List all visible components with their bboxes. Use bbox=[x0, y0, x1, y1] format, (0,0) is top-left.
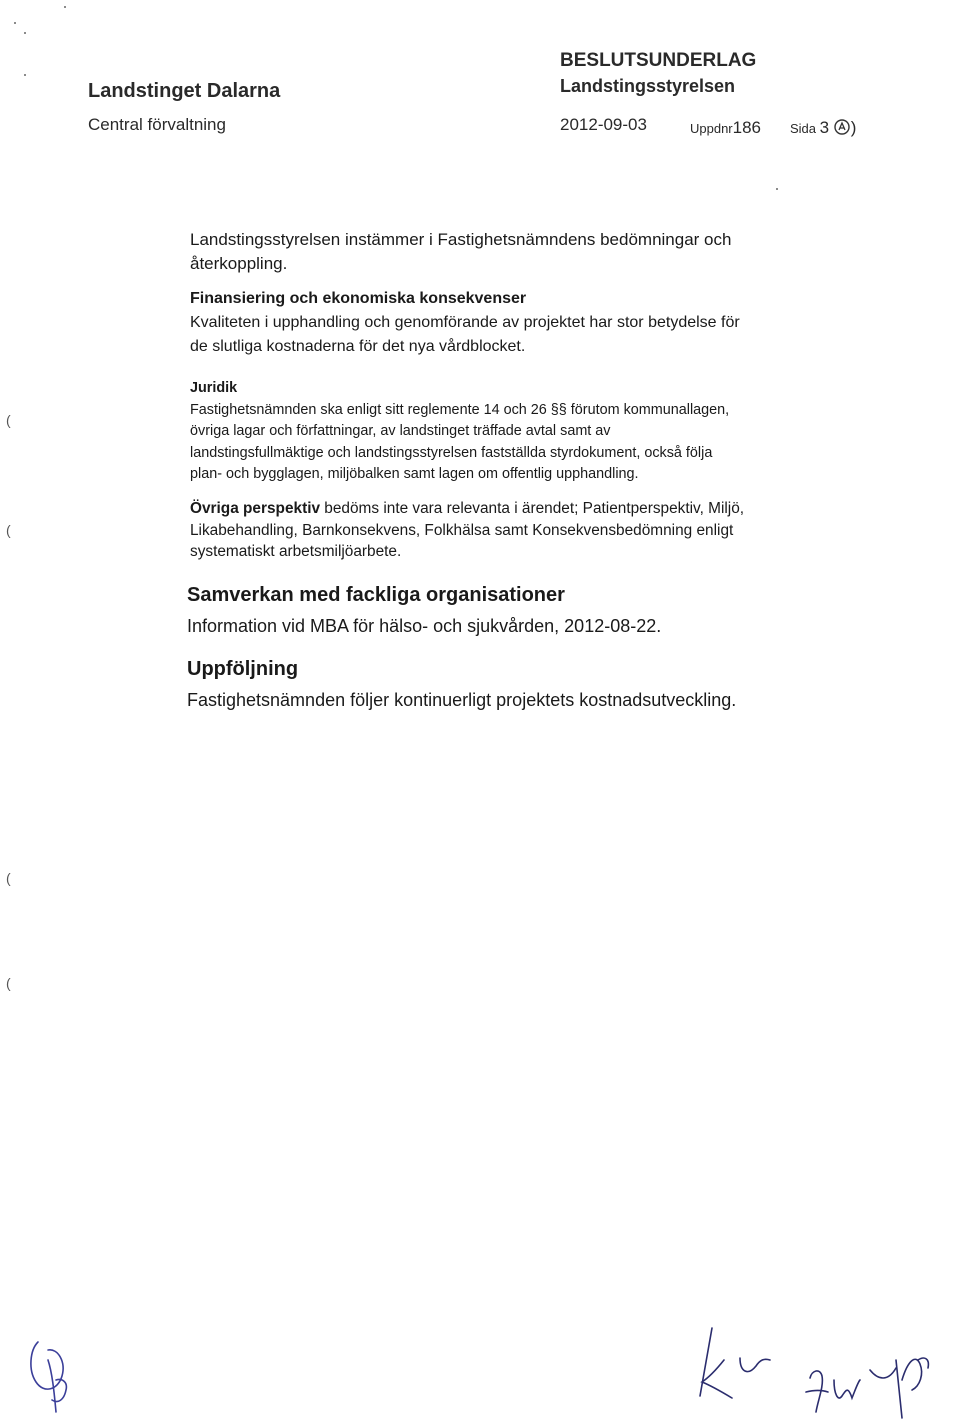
reference-number bbox=[690, 118, 761, 138]
margin-mark: ( bbox=[6, 870, 11, 886]
financing-section bbox=[190, 287, 910, 359]
followup-text: Fastighetsnämnden följer kontinuerligt projektets kostnadsutveckling. bbox=[187, 690, 737, 710]
other-perspectives-line bbox=[190, 498, 910, 520]
initials-left-icon bbox=[31, 1342, 66, 1412]
page-number: 3 bbox=[819, 118, 830, 137]
handwritten-page-total-icon bbox=[833, 118, 851, 136]
cooperation-text: Information vid MBA för hälso- och sjukvården, 2012-08-22. bbox=[187, 616, 662, 636]
legal-line: landstingsfullmäktige och landstingsstyrelsen fastställda styrdokument, också följa bbox=[190, 444, 713, 461]
legal-line: plan- och bygglagen, miljöbalken samt lagen om offentlig upphandling. bbox=[190, 466, 639, 482]
cooperation-heading: Samverkan med fackliga organisationer bbox=[187, 584, 565, 606]
document-type: BESLUTSUNDERLAG bbox=[560, 50, 757, 71]
organization-name: Landstinget Dalarna bbox=[88, 80, 281, 102]
document-date: 2012-09-03 bbox=[560, 115, 647, 134]
margin-mark: ( bbox=[6, 412, 11, 428]
intro-line: återkoppling. bbox=[190, 254, 288, 273]
page-indicator bbox=[790, 118, 856, 138]
intro-line: Landstingsstyrelsen instämmer i Fastighetsnämndens bedömningar och bbox=[190, 230, 732, 249]
reference-label: Uppdnr bbox=[690, 121, 733, 136]
intro-paragraph bbox=[190, 228, 910, 276]
legal-heading: Juridik bbox=[190, 380, 238, 396]
scan-speck bbox=[64, 6, 66, 8]
financing-line: Kvaliteten i upphandling och genomförande av projektet har stor betydelse för bbox=[190, 314, 740, 331]
scan-speck bbox=[24, 74, 26, 76]
margin-mark: ( bbox=[6, 522, 11, 538]
legal-line: övriga lagar och författningar, av landstinget träffade avtal samt av bbox=[190, 423, 611, 439]
page-label: Sida bbox=[790, 121, 817, 136]
legal-section bbox=[190, 378, 910, 486]
initials-ku-icon bbox=[700, 1328, 770, 1398]
board-name: Landstingsstyrelsen bbox=[560, 76, 736, 96]
other-perspectives-line: systematiskt arbetsmiljöarbete. bbox=[190, 543, 402, 560]
scan-speck bbox=[24, 32, 26, 34]
initials-right-icon bbox=[870, 1358, 928, 1418]
other-perspectives-text: bedöms inte vara relevanta i ärendet; Patientperspektiv, Miljö, bbox=[320, 500, 745, 517]
scan-speck bbox=[14, 22, 16, 24]
other-perspectives-lead: Övriga perspektiv bbox=[190, 500, 321, 517]
other-perspectives-line: Likabehandling, Barnkonsekvens, Folkhälsa samt Konsekvensbedömning enligt bbox=[190, 521, 734, 539]
scan-speck bbox=[776, 188, 778, 190]
margin-mark: ( bbox=[6, 975, 11, 991]
followup-heading: Uppföljning bbox=[187, 658, 299, 680]
financing-heading: Finansiering och ekonomiska konsekvenser bbox=[190, 290, 527, 307]
legal-line: Fastighetsnämnden ska enligt sitt reglemente 14 och 26 §§ förutom kommunallagen, bbox=[190, 401, 730, 418]
reference-value: 186 bbox=[732, 118, 762, 137]
financing-line: de slutliga kostnaderna för det nya vårdblocket. bbox=[190, 338, 526, 355]
initials-fw-icon bbox=[806, 1371, 860, 1412]
department-name: Central förvaltning bbox=[88, 115, 226, 134]
handwritten-initials bbox=[0, 1320, 960, 1420]
other-perspectives-section bbox=[190, 498, 910, 563]
page-total: ) bbox=[850, 118, 857, 137]
